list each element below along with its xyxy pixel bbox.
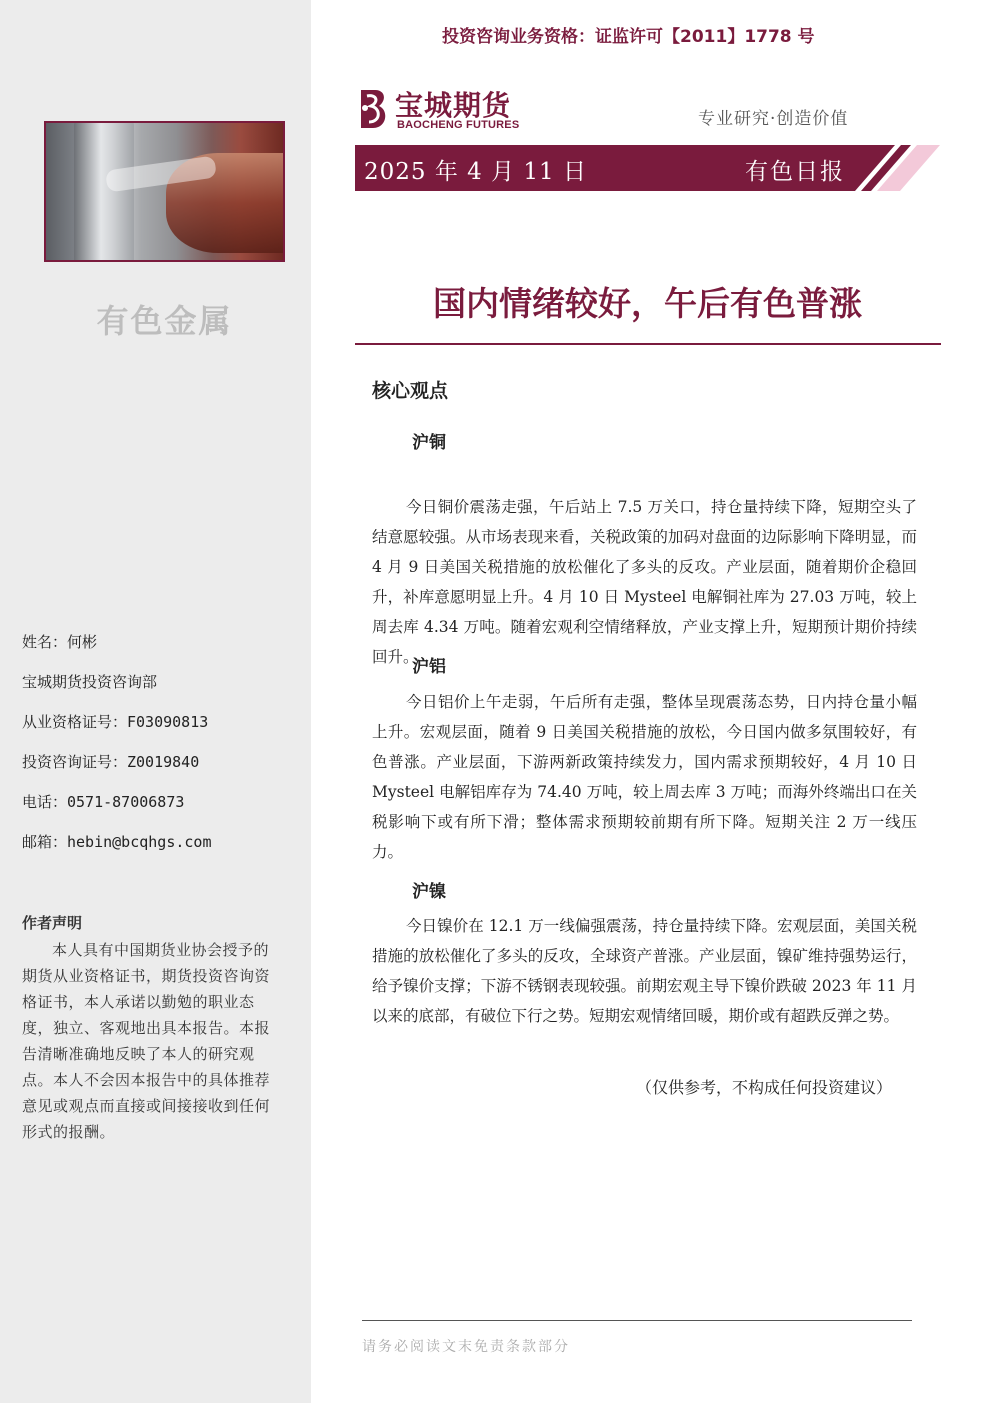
- title-divider: [355, 343, 941, 345]
- subsection-title-nickel: 沪镍: [412, 882, 446, 902]
- paragraph-nickel: 今日镍价在 12.1 万一线偏强震荡，持仓量持续下降。宏观层面，美国关税措施的放松催化了多头的反攻，全球资产普涨。产业层面，镍矿维持强势运行，给予镍价支撑；下游不锈钢表现较强。前期宏观主导下镍价跌破 2023 年 11 月以来的底部，有破位下行之势。短期宏观情绪回暖，期价或有超跌反弹之势。: [372, 917, 917, 1025]
- logo-icon: [355, 86, 391, 132]
- consult-number: 投资咨询证号：Z0019840: [22, 753, 200, 771]
- subsection-title-copper: 沪铜: [412, 433, 446, 453]
- analyst-dept: 宝城期货投资咨询部: [22, 673, 158, 691]
- analyst-contact: [22, 632, 212, 872]
- page-title: 国内情绪较好，午后有色普涨: [433, 284, 862, 323]
- section-title: 核心观点: [372, 380, 449, 402]
- logo-text-en: BAOCHENG FUTURES: [397, 119, 520, 131]
- logo-text: 宝城期货: [395, 89, 512, 122]
- phone: 电话：0571-87006873: [22, 793, 185, 811]
- qualification-number: 从业资格证号：F03090813: [22, 713, 209, 731]
- disclaimer: （仅供参考，不构成任何投资建议）: [636, 1078, 893, 1097]
- paragraph-copper: 今日铜价震荡走强，午后站上 7.5 万关口，持仓量持续下降，短期空头了结意愿较强。从市场表现来看，关税政策的加码对盘面的边际影响下降明显，而 4 月 9 日美国关税措施的放松催化了多头的反攻。产业层面，随着期价企稳回升，补库意愿明显上升。4 月 10 日 Mysteel 电解铜社库为 27.03 万吨，较上周去库 4.34 万吨。随着宏观利空情绪释放，产业支撑上升，短期预计期价持续回升。: [372, 498, 917, 666]
- footer-note: 请务必阅读文末免责条款部分: [362, 1339, 570, 1355]
- declaration-body: 本人具有中国期货业协会授予的期货从业资格证书，期货投资咨询资格证书，本人承诺以勤勉的职业态度，独立、客观地出具本报告。本报告清晰准确地反映了本人的研究观点。本人不会因本报告中的具体推荐意见或观点而直接或间接接收到任何形式的报酬。: [22, 941, 271, 1141]
- declaration-title: 作者声明: [22, 914, 83, 932]
- footer-divider: [362, 1320, 912, 1321]
- report-date: 2025 年 4 月 11 日: [364, 159, 587, 185]
- subsection-title-aluminum: 沪铝: [412, 657, 446, 677]
- report-type: 有色日报: [745, 159, 845, 185]
- email-link[interactable]: 邮箱：hebin@bcqhgs.com: [22, 833, 212, 851]
- cover-image: [44, 121, 285, 262]
- analyst-name: 姓名：何彬: [22, 633, 98, 651]
- paragraph-aluminum: 今日铝价上午走弱，午后所有走强，整体呈现震荡态势，日内持仓量小幅上升。宏观层面，随着 9 日美国关税措施的放松，今日国内做多氛围较好，有色普涨。产业层面，下游两新政策持续发力，国内需求预期较好，4 月 10 日 Mysteel 电解铝库存为 74.40 万吨，较上周去库 3 万吨；而海外终端出口在关税影响下或有所下滑；整体需求预期较前期有所下降。短期关注 2 万一线压力。: [372, 693, 917, 861]
- slogan: 专业研究·创造价值: [698, 109, 849, 129]
- sidebar: [0, 0, 311, 1403]
- category-label: 有色金属: [96, 302, 233, 340]
- license-text: 投资咨询业务资格：证监许可【2011】1778 号: [442, 27, 815, 47]
